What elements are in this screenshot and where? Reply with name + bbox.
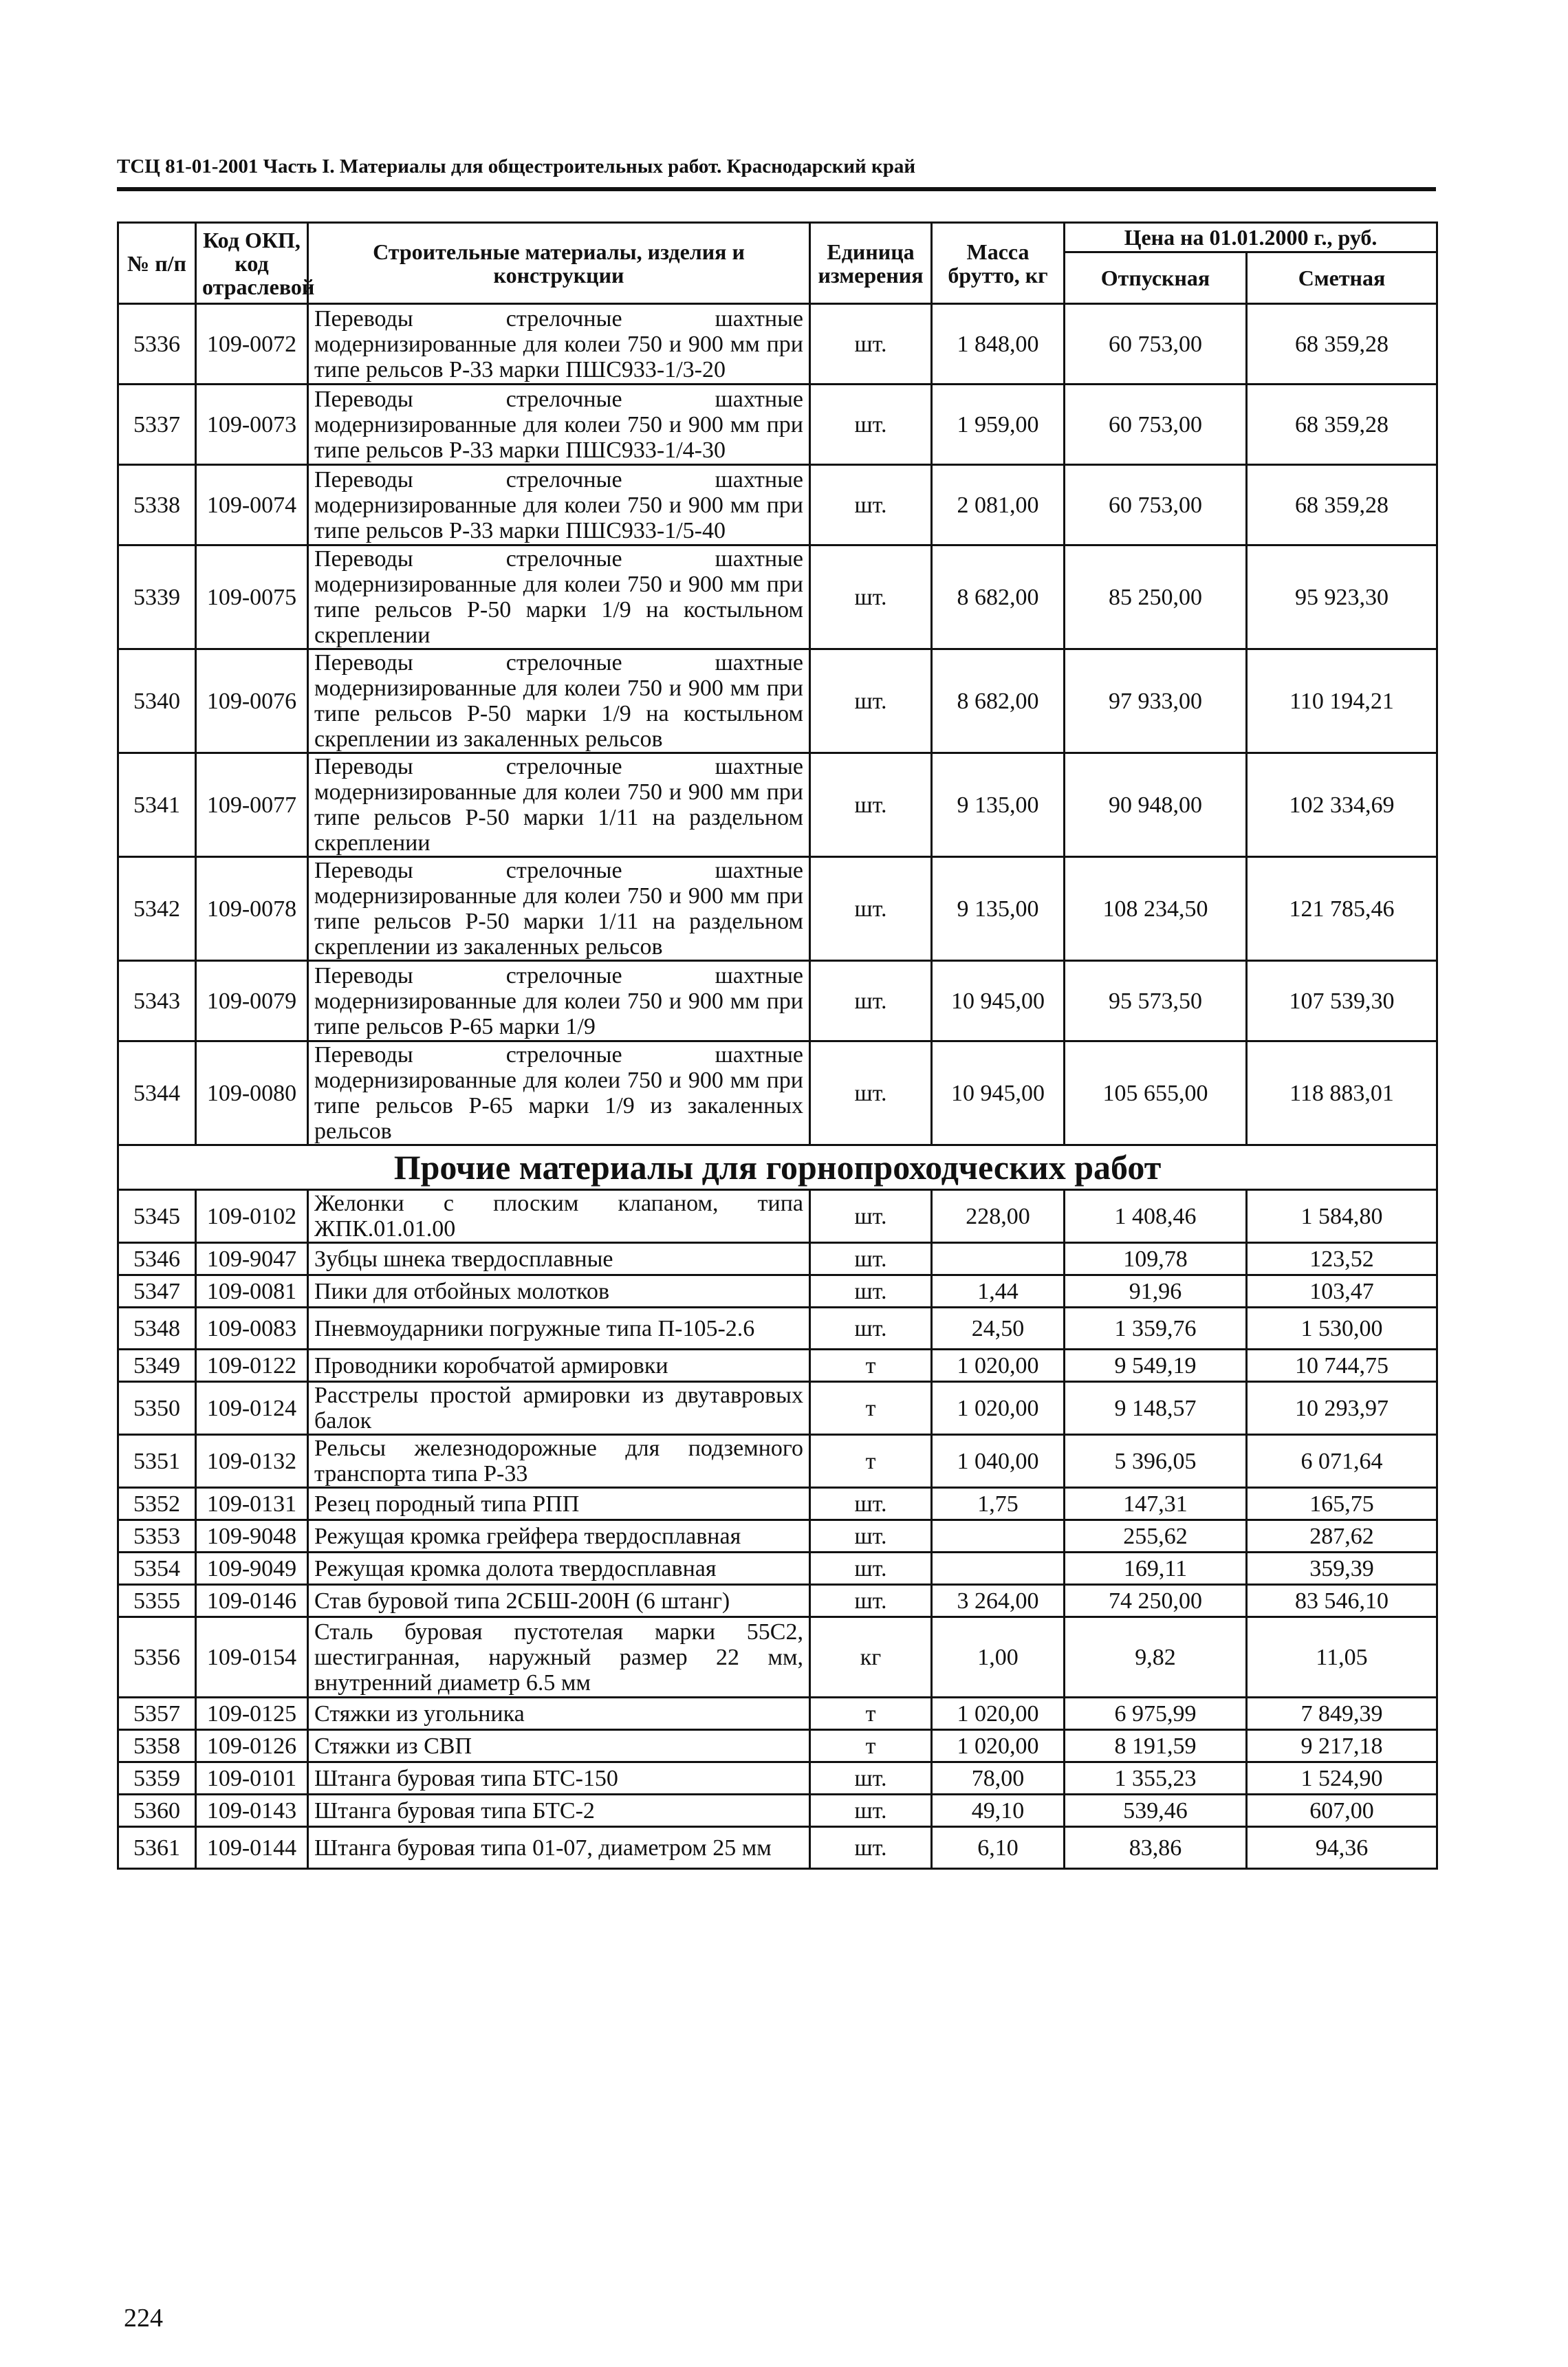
cell-unit: шт. — [810, 545, 932, 649]
header-code: Код ОКП, код отраслевой — [196, 223, 308, 304]
cell-mass — [932, 1243, 1065, 1275]
table-row — [118, 1308, 1437, 1350]
cell-name: Переводы стрелочные шахтные модернизированные для колеи 750 и 900 мм при типе рельсов Р-50 марки 1/9 на костыльном скреплении из закаленных рельсов — [308, 649, 810, 753]
cell-code: 109-9047 — [196, 1243, 308, 1275]
cell-unit: шт. — [810, 1762, 932, 1795]
cell-price-estimate: 607,00 — [1247, 1795, 1437, 1827]
cell-code: 109-0146 — [196, 1585, 308, 1617]
cell-num: 5350 — [118, 1382, 196, 1435]
cell-price-estimate: 1 524,90 — [1247, 1762, 1437, 1795]
cell-name: Переводы стрелочные шахтные модернизированные для колеи 750 и 900 мм при типе рельсов Р-65 марки 1/9 из закаленных рельсов — [308, 1041, 810, 1145]
cell-price-estimate: 7 849,39 — [1247, 1698, 1437, 1730]
cell-unit: шт. — [810, 1488, 932, 1520]
cell-mass: 6,10 — [932, 1827, 1065, 1869]
cell-name: Переводы стрелочные шахтные модернизированные для колеи 750 и 900 мм при типе рельсов Р-50 марки 1/11 на раздельном скреплении — [308, 753, 810, 857]
cell-price-estimate: 68 359,28 — [1247, 385, 1437, 465]
cell-num: 5342 — [118, 857, 196, 961]
page-number: 224 — [124, 2304, 163, 2333]
cell-name: Режущая кромка долота твердосплавная — [308, 1553, 810, 1585]
table-row — [118, 545, 1437, 649]
cell-num: 5347 — [118, 1275, 196, 1308]
header-rule — [117, 187, 1436, 191]
cell-price-release: 1 355,23 — [1065, 1762, 1247, 1795]
cell-name: Проводники коробчатой армировки — [308, 1350, 810, 1382]
table-row — [118, 1585, 1437, 1617]
cell-unit: шт. — [810, 1243, 932, 1275]
cell-name: Переводы стрелочные шахтные модернизированные для колеи 750 и 900 мм при типе рельсов Р-33 марки ПШС933-1/4-30 — [308, 385, 810, 465]
table-row — [118, 1698, 1437, 1730]
header-price-release: Отпускная — [1065, 252, 1247, 304]
section-row — [118, 1145, 1437, 1190]
cell-code: 109-9049 — [196, 1553, 308, 1585]
cell-price-estimate: 10 744,75 — [1247, 1350, 1437, 1382]
cell-code: 109-0124 — [196, 1382, 308, 1435]
cell-price-release: 1 359,76 — [1065, 1308, 1247, 1350]
cell-mass: 2 081,00 — [932, 465, 1065, 545]
cell-price-estimate: 287,62 — [1247, 1520, 1437, 1553]
cell-mass: 1,00 — [932, 1617, 1065, 1698]
cell-name: Стяжки из угольника — [308, 1698, 810, 1730]
cell-num: 5357 — [118, 1698, 196, 1730]
cell-code: 109-0132 — [196, 1435, 308, 1488]
table-row — [118, 1553, 1437, 1585]
cell-unit: шт. — [810, 753, 932, 857]
cell-code: 109-0102 — [196, 1190, 308, 1243]
cell-price-release: 169,11 — [1065, 1553, 1247, 1585]
table-row — [118, 1488, 1437, 1520]
cell-unit: шт. — [810, 1553, 932, 1585]
table-row — [118, 1275, 1437, 1308]
table-row — [118, 465, 1437, 545]
cell-price-release: 1 408,46 — [1065, 1190, 1247, 1243]
cell-code: 109-0083 — [196, 1308, 308, 1350]
header-num: № п/п — [118, 223, 196, 304]
cell-price-estimate: 95 923,30 — [1247, 545, 1437, 649]
cell-code: 109-0074 — [196, 465, 308, 545]
cell-num: 5359 — [118, 1762, 196, 1795]
cell-price-release: 74 250,00 — [1065, 1585, 1247, 1617]
cell-unit: шт. — [810, 1041, 932, 1145]
cell-price-release: 90 948,00 — [1065, 753, 1247, 857]
cell-name: Штанга буровая типа БТС-150 — [308, 1762, 810, 1795]
cell-name: Зубцы шнека твердосплавные — [308, 1243, 810, 1275]
cell-code: 109-0077 — [196, 753, 308, 857]
cell-name: Штанга буровая типа 01-07, диаметром 25 мм — [308, 1827, 810, 1869]
cell-mass: 1 020,00 — [932, 1350, 1065, 1382]
cell-num: 5338 — [118, 465, 196, 545]
cell-price-estimate: 103,47 — [1247, 1275, 1437, 1308]
cell-price-release: 9 549,19 — [1065, 1350, 1247, 1382]
cell-unit: шт. — [810, 649, 932, 753]
cell-mass: 8 682,00 — [932, 649, 1065, 753]
cell-price-release: 6 975,99 — [1065, 1698, 1247, 1730]
price-table — [117, 221, 1438, 1870]
cell-unit: шт. — [810, 1308, 932, 1350]
cell-num: 5355 — [118, 1585, 196, 1617]
cell-num: 5337 — [118, 385, 196, 465]
cell-code: 109-0072 — [196, 304, 308, 385]
cell-mass: 10 945,00 — [932, 1041, 1065, 1145]
cell-name: Переводы стрелочные шахтные модернизированные для колеи 750 и 900 мм при типе рельсов Р-33 марки ПШС933-1/5-40 — [308, 465, 810, 545]
cell-price-estimate: 6 071,64 — [1247, 1435, 1437, 1488]
table-row — [118, 1041, 1437, 1145]
cell-price-release: 97 933,00 — [1065, 649, 1247, 753]
cell-price-release: 83,86 — [1065, 1827, 1247, 1869]
cell-unit: кг — [810, 1617, 932, 1698]
cell-num: 5344 — [118, 1041, 196, 1145]
cell-price-release: 539,46 — [1065, 1795, 1247, 1827]
table-row — [118, 1190, 1437, 1243]
cell-name: Пневмоударники погружные типа П-105-2.6 — [308, 1308, 810, 1350]
cell-unit: т — [810, 1435, 932, 1488]
cell-name: Пики для отбойных молотков — [308, 1275, 810, 1308]
cell-mass: 78,00 — [932, 1762, 1065, 1795]
cell-price-estimate: 110 194,21 — [1247, 649, 1437, 753]
cell-unit: шт. — [810, 1585, 932, 1617]
cell-unit: шт. — [810, 1275, 932, 1308]
cell-price-release: 5 396,05 — [1065, 1435, 1247, 1488]
header-price-estimate: Сметная — [1247, 252, 1437, 304]
cell-name: Переводы стрелочные шахтные модернизированные для колеи 750 и 900 мм при типе рельсов Р-33 марки ПШС933-1/3-20 — [308, 304, 810, 385]
cell-unit: т — [810, 1730, 932, 1762]
cell-code: 109-9048 — [196, 1520, 308, 1553]
cell-mass: 3 264,00 — [932, 1585, 1065, 1617]
cell-price-estimate: 118 883,01 — [1247, 1041, 1437, 1145]
cell-price-release: 60 753,00 — [1065, 304, 1247, 385]
cell-name: Рельсы железнодорожные для подземного транспорта типа Р-33 — [308, 1435, 810, 1488]
table-row — [118, 304, 1437, 385]
cell-name: Режущая кромка грейфера твердосплавная — [308, 1520, 810, 1553]
table-row — [118, 1382, 1437, 1435]
cell-price-release: 105 655,00 — [1065, 1041, 1247, 1145]
cell-code: 109-0080 — [196, 1041, 308, 1145]
cell-mass: 1,75 — [932, 1488, 1065, 1520]
cell-unit: шт. — [810, 385, 932, 465]
cell-name: Желонки с плоским клапаном, типа ЖПК.01.01.00 — [308, 1190, 810, 1243]
table-row — [118, 753, 1437, 857]
cell-mass: 24,50 — [932, 1308, 1065, 1350]
cell-unit: шт. — [810, 465, 932, 545]
cell-num: 5348 — [118, 1308, 196, 1350]
table-row — [118, 1243, 1437, 1275]
cell-mass: 49,10 — [932, 1795, 1065, 1827]
cell-code: 109-0078 — [196, 857, 308, 961]
cell-name: Переводы стрелочные шахтные модернизированные для колеи 750 и 900 мм при типе рельсов Р-50 марки 1/9 на костыльном скреплении — [308, 545, 810, 649]
cell-code: 109-0075 — [196, 545, 308, 649]
cell-price-estimate: 68 359,28 — [1247, 304, 1437, 385]
cell-mass: 8 682,00 — [932, 545, 1065, 649]
cell-price-estimate: 68 359,28 — [1247, 465, 1437, 545]
cell-code: 109-0125 — [196, 1698, 308, 1730]
cell-price-estimate: 107 539,30 — [1247, 961, 1437, 1041]
cell-code: 109-0073 — [196, 385, 308, 465]
cell-price-release: 85 250,00 — [1065, 545, 1247, 649]
cell-mass: 9 135,00 — [932, 753, 1065, 857]
cell-code: 109-0144 — [196, 1827, 308, 1869]
cell-code: 109-0143 — [196, 1795, 308, 1827]
cell-price-release: 147,31 — [1065, 1488, 1247, 1520]
cell-unit: шт. — [810, 304, 932, 385]
cell-mass: 1 040,00 — [932, 1435, 1065, 1488]
cell-mass: 1 848,00 — [932, 304, 1065, 385]
cell-code: 109-0081 — [196, 1275, 308, 1308]
cell-price-estimate: 10 293,97 — [1247, 1382, 1437, 1435]
cell-price-release: 108 234,50 — [1065, 857, 1247, 961]
cell-num: 5339 — [118, 545, 196, 649]
table-row — [118, 649, 1437, 753]
cell-name: Резец породный типа РПП — [308, 1488, 810, 1520]
cell-num: 5340 — [118, 649, 196, 753]
cell-unit: т — [810, 1382, 932, 1435]
table-row — [118, 1617, 1437, 1698]
cell-price-release: 60 753,00 — [1065, 385, 1247, 465]
cell-price-release: 95 573,50 — [1065, 961, 1247, 1041]
cell-price-release: 91,96 — [1065, 1275, 1247, 1308]
cell-price-estimate: 9 217,18 — [1247, 1730, 1437, 1762]
cell-num: 5360 — [118, 1795, 196, 1827]
cell-num: 5341 — [118, 753, 196, 857]
table-row — [118, 1795, 1437, 1827]
cell-price-estimate: 123,52 — [1247, 1243, 1437, 1275]
cell-price-release: 9,82 — [1065, 1617, 1247, 1698]
cell-price-release: 255,62 — [1065, 1520, 1247, 1553]
cell-code: 109-0101 — [196, 1762, 308, 1795]
table-row — [118, 1350, 1437, 1382]
cell-price-estimate: 1 584,80 — [1247, 1190, 1437, 1243]
cell-num: 5349 — [118, 1350, 196, 1382]
cell-name: Штанга буровая типа БТС-2 — [308, 1795, 810, 1827]
cell-code: 109-0154 — [196, 1617, 308, 1698]
cell-mass — [932, 1520, 1065, 1553]
cell-num: 5356 — [118, 1617, 196, 1698]
table-row — [118, 857, 1437, 961]
table-header-row — [118, 223, 1437, 252]
cell-num: 5354 — [118, 1553, 196, 1585]
cell-mass: 228,00 — [932, 1190, 1065, 1243]
cell-mass: 10 945,00 — [932, 961, 1065, 1041]
cell-num: 5336 — [118, 304, 196, 385]
cell-code: 109-0131 — [196, 1488, 308, 1520]
table-row — [118, 1827, 1437, 1869]
cell-name: Переводы стрелочные шахтные модернизированные для колеи 750 и 900 мм при типе рельсов Р-50 марки 1/11 на раздельном скреплении из закаленных рельсов — [308, 857, 810, 961]
cell-mass: 1 020,00 — [932, 1698, 1065, 1730]
header-unit: Единица измерения — [810, 223, 932, 304]
cell-price-estimate: 1 530,00 — [1247, 1308, 1437, 1350]
cell-unit: шт. — [810, 857, 932, 961]
table-row — [118, 961, 1437, 1041]
cell-unit: т — [810, 1698, 932, 1730]
cell-name: Сталь буровая пустотелая марки 55С2, шестигранная, наружный размер 22 мм, внутренний диаметр 6.5 мм — [308, 1617, 810, 1698]
table-row — [118, 1730, 1437, 1762]
cell-price-release: 109,78 — [1065, 1243, 1247, 1275]
cell-code: 109-0079 — [196, 961, 308, 1041]
cell-price-release: 8 191,59 — [1065, 1730, 1247, 1762]
cell-name: Стяжки из СВП — [308, 1730, 810, 1762]
cell-num: 5361 — [118, 1827, 196, 1869]
cell-mass: 1,44 — [932, 1275, 1065, 1308]
cell-unit: шт. — [810, 1795, 932, 1827]
header-price-group: Цена на 01.01.2000 г., руб. — [1065, 223, 1437, 252]
cell-num: 5343 — [118, 961, 196, 1041]
table-row — [118, 1520, 1437, 1553]
cell-num: 5351 — [118, 1435, 196, 1488]
cell-code: 109-0126 — [196, 1730, 308, 1762]
table-row — [118, 385, 1437, 465]
page-header: ТСЦ 81-01-2001 Часть I. Материалы для общестроительных работ. Краснодарский край — [117, 155, 916, 177]
cell-code: 109-0122 — [196, 1350, 308, 1382]
cell-code: 109-0076 — [196, 649, 308, 753]
cell-unit: т — [810, 1350, 932, 1382]
cell-price-release: 9 148,57 — [1065, 1382, 1247, 1435]
cell-price-estimate: 11,05 — [1247, 1617, 1437, 1698]
header-name: Строительные материалы, изделия и конструкции — [308, 223, 810, 304]
cell-mass — [932, 1553, 1065, 1585]
section-title: Прочие материалы для горнопроходческих работ — [118, 1145, 1437, 1190]
table-row — [118, 1762, 1437, 1795]
cell-price-estimate: 165,75 — [1247, 1488, 1437, 1520]
cell-mass: 1 020,00 — [932, 1382, 1065, 1435]
table-body — [118, 304, 1437, 1869]
cell-num: 5353 — [118, 1520, 196, 1553]
cell-price-estimate: 359,39 — [1247, 1553, 1437, 1585]
cell-mass: 9 135,00 — [932, 857, 1065, 961]
cell-price-estimate: 121 785,46 — [1247, 857, 1437, 961]
cell-price-estimate: 102 334,69 — [1247, 753, 1437, 857]
cell-price-release: 60 753,00 — [1065, 465, 1247, 545]
cell-name: Переводы стрелочные шахтные модернизированные для колеи 750 и 900 мм при типе рельсов Р-65 марки 1/9 — [308, 961, 810, 1041]
cell-unit: шт. — [810, 1520, 932, 1553]
table-row — [118, 1435, 1437, 1488]
cell-name: Став буровой типа 2СБШ-200Н (6 штанг) — [308, 1585, 810, 1617]
cell-unit: шт. — [810, 961, 932, 1041]
cell-price-estimate: 83 546,10 — [1247, 1585, 1437, 1617]
cell-num: 5352 — [118, 1488, 196, 1520]
cell-mass: 1 959,00 — [932, 385, 1065, 465]
header-mass: Масса брутто, кг — [932, 223, 1065, 304]
cell-unit: шт. — [810, 1827, 932, 1869]
cell-name: Расстрелы простой армировки из двутавровых балок — [308, 1382, 810, 1435]
cell-price-estimate: 94,36 — [1247, 1827, 1437, 1869]
cell-mass: 1 020,00 — [932, 1730, 1065, 1762]
cell-num: 5346 — [118, 1243, 196, 1275]
cell-num: 5358 — [118, 1730, 196, 1762]
cell-unit: шт. — [810, 1190, 932, 1243]
cell-num: 5345 — [118, 1190, 196, 1243]
